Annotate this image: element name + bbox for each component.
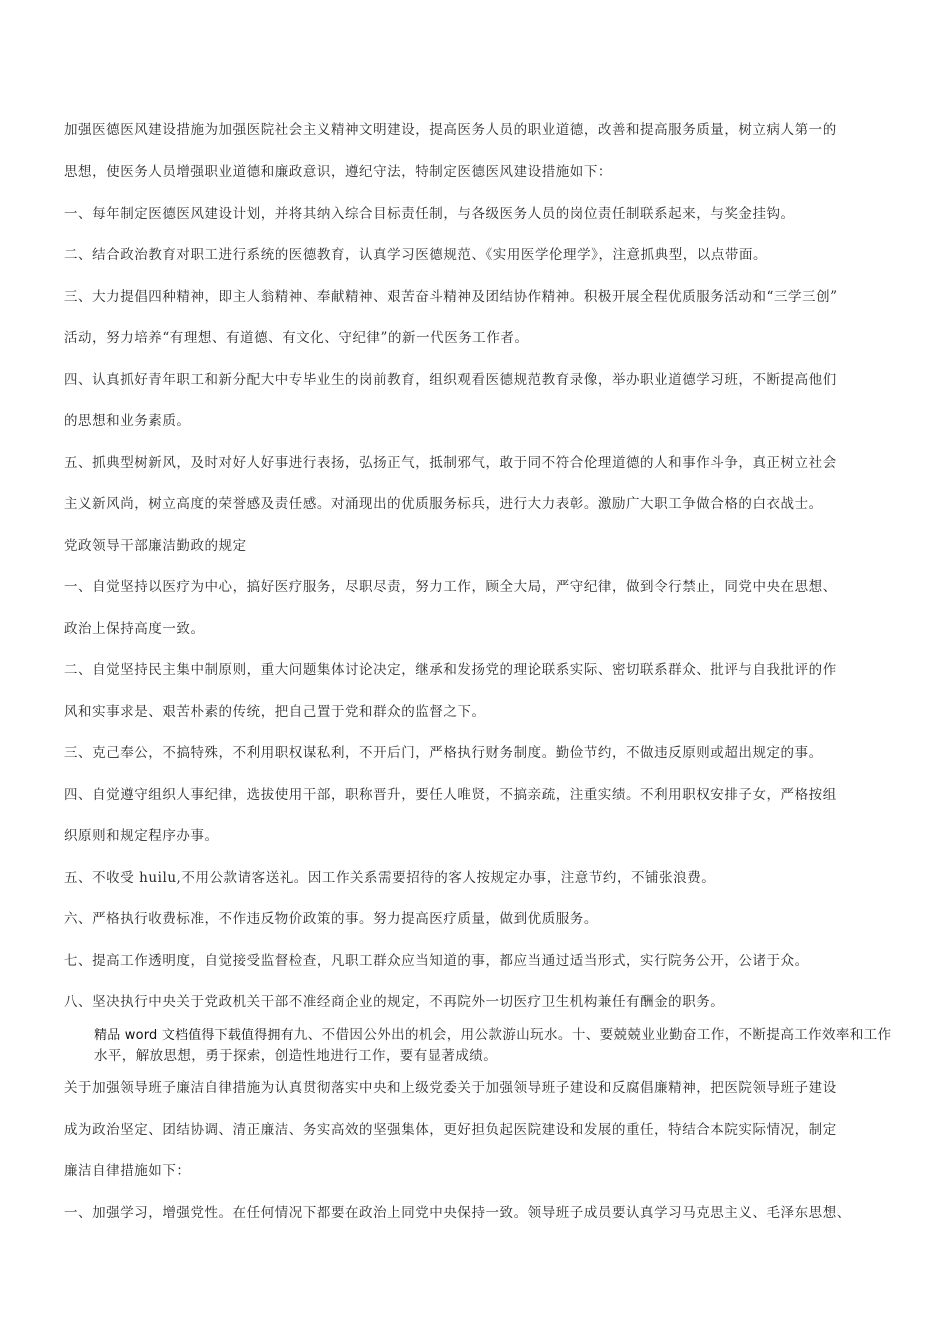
paragraph-line: 四、认真抓好青年职工和新分配大中专毕业生的岗前教育，组织观看医德规范教育录像，举办职业道德学习班，不断提高他们 <box>64 372 837 388</box>
paragraph-line: 七、提高工作透明度，自觉接受监督检查，凡职工群众应当知道的事，都应当通过适当形式，实行院务公开，公诸于众。 <box>64 953 809 969</box>
paragraph-line: 六、严格执行收费标准，不作违反物价政策的事。努力提高医疗质量，做到优质服务。 <box>64 911 598 927</box>
paragraph-line: 廉洁自律措施如下： <box>64 1163 191 1179</box>
paragraph-line: 政治上保持高度一致。 <box>64 621 205 637</box>
wrapped-paragraph-text: 九、不借因公外出的机会，用公款游山玩水。十、要兢兢业业勤奋工作，不断提高工作效率和工作水平，解放思想，勇于探索，创造性地进行工作，要有显著成绩。 <box>94 1027 892 1064</box>
paragraph-line: 二、结合政治教育对职工进行系统的医德教育，认真学习医德规范、《实用医学伦理学》，注意抓典型，以点带面。 <box>64 247 768 263</box>
paragraph-line: 一、每年制定医德医风建设计划，并将其纳入综合目标责任制，与各级医务人员的岗位责任制联系起来，与奖金挂钩。 <box>64 206 795 222</box>
paragraph-line: 主义新风尚，树立高度的荣誉感及责任感。对涌现出的优质服务标兵，进行大力表彰。激励广大职工争做合格的白衣战士。 <box>64 496 823 512</box>
paragraph-line: 加强医德医风建设措施为加强医院社会主义精神文明建设，提高医务人员的职业道德，改善和提高服务质量，树立病人第一的 <box>64 122 837 138</box>
wrapped-paragraph <box>64 1025 904 1066</box>
paragraph-line: 关于加强领导班子廉洁自律措施为认真贯彻落实中央和上级党委关于加强领导班子建设和反腐倡廉精神，把医院领导班子建设 <box>64 1080 837 1096</box>
paragraph-line: 八、坚决执行中央关于党政机关干部不准经商企业的规定，不再院外一切医疗卫生机构兼任有酬金的职务。 <box>64 994 725 1010</box>
paragraph-line: 三、克己奉公，不搞特殊，不利用职权谋私利，不开后门，严格执行财务制度。勤俭节约，不做违反原则或超出规定的事。 <box>64 745 823 761</box>
paragraph-line: 五、不收受 huilu,不用公款请客送礼。因工作关系需要招待的客人按规定办事，注意节约，不铺张浪费。 <box>64 870 716 886</box>
section-heading: 党政领导干部廉洁勤政的规定 <box>64 538 247 554</box>
paragraph-line: 一、加强学习，增强党性。在任何情况下都要在政治上同党中央保持一致。领导班子成员要认真学习马克思主义、毛泽东思想、 <box>64 1205 851 1221</box>
paragraph-line: 活动，努力培养“有理想、有道德、有文化、守纪律”的新一代医务工作者。 <box>64 330 529 346</box>
paragraph-line: 五、抓典型树新风，及时对好人好事进行表扬，弘扬正气，抵制邪气，敢于同不符合伦理道德的人和事作斗争，真正树立社会 <box>64 455 837 471</box>
paragraph-line: 风和实事求是、艰苦朴素的传统，把自己置于党和群众的监督之下。 <box>64 704 486 720</box>
paragraph-line: 四、自觉遵守组织人事纪律，选拔使用干部，职称晋升，要任人唯贤，不搞亲疏，注重实绩。不利用职权安排子女，严格按组 <box>64 787 837 803</box>
paragraph-line: 思想，使医务人员增强职业道德和廉政意识，遵纪守法，特制定医德医风建设措施如下： <box>64 164 612 180</box>
paragraph-line: 三、大力提倡四种精神，即主人翁精神、奉献精神、艰苦奋斗精神及团结协作精神。积极开展全程优质服务活动和“三学三创” <box>64 289 838 305</box>
download-label: 精品 word 文档值得下载值得拥有 <box>94 1028 294 1043</box>
paragraph-line: 的思想和业务素质。 <box>64 413 191 429</box>
paragraph-line: 二、自觉坚持民主集中制原则，重大问题集体讨论决定，继承和发扬党的理论联系实际、密切联系群众、批评与自我批评的作 <box>64 662 837 678</box>
paragraph-line: 织原则和规定程序办事。 <box>64 828 219 844</box>
paragraph-line: 一、自觉坚持以医疗为中心，搞好医疗服务，尽职尽责，努力工作，顾全大局，严守纪律，做到令行禁止，同党中央在思想、 <box>64 579 837 595</box>
paragraph-line: 成为政治坚定、团结协调、清正廉洁、务实高效的坚强集体，更好担负起医院建设和发展的重任，特结合本院实际情况，制定 <box>64 1122 837 1138</box>
